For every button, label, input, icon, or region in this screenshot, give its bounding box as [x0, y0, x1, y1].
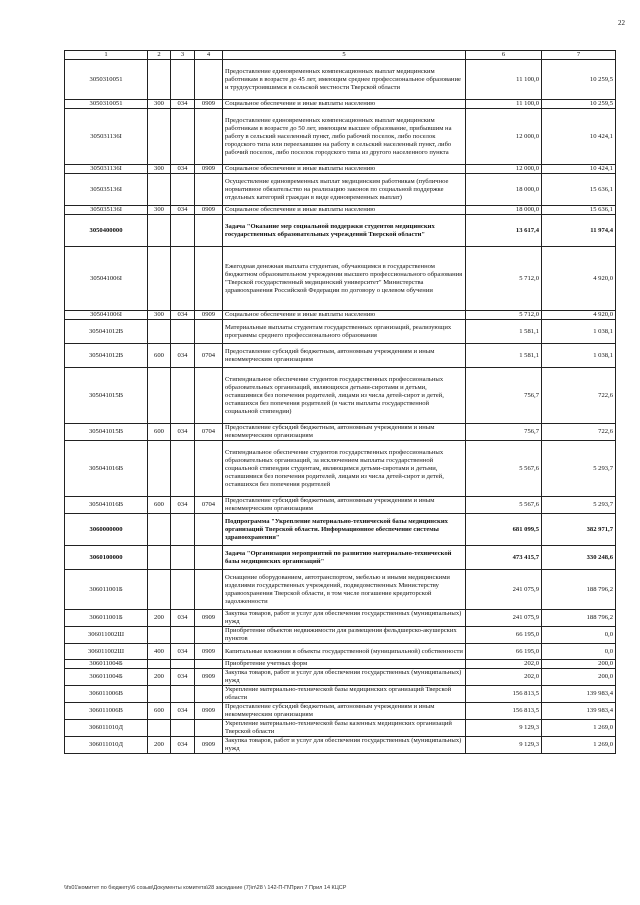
code-cell: 306011010Д: [65, 720, 148, 737]
code-cell: 305035136I: [65, 174, 148, 206]
table-row: [65, 165, 616, 174]
group-cell: 600: [148, 424, 171, 441]
section-cell: 0909: [195, 165, 223, 174]
code-cell: 3050400000: [65, 215, 148, 247]
code-cell: 306011002Ш: [65, 627, 148, 644]
code-cell: 306011006В: [65, 703, 148, 720]
section-cell: 0909: [195, 100, 223, 109]
description-cell: Стипендиальное обеспечение студентов государственных профессиональных образовательных организаций, являющихся детьми-сиротами и детьми, оставшимися без попечения родителей, лицами из числа детей-сирот и детей, оставшихся без попечения родителей (в части выплаты государственной социальной стипендии): [223, 368, 466, 424]
code-cell: 305031136I: [65, 109, 148, 165]
dept-cell: [171, 247, 195, 311]
group-cell: [148, 441, 171, 497]
group-cell: [148, 627, 171, 644]
actual-amount-cell: 4 920,0: [542, 311, 616, 320]
dept-cell: [171, 627, 195, 644]
actual-amount-cell: 11 974,4: [542, 215, 616, 247]
budget-table: [64, 50, 616, 754]
dept-cell: 034: [171, 206, 195, 215]
planned-amount-cell: 156 813,5: [466, 686, 542, 703]
dept-cell: [171, 320, 195, 344]
table-row: [65, 441, 616, 497]
section-cell: 0704: [195, 424, 223, 441]
code-cell: 305041006I: [65, 311, 148, 320]
table-row: [65, 610, 616, 627]
table-row: [65, 720, 616, 737]
planned-amount-cell: 18 000,0: [466, 206, 542, 215]
group-cell: [148, 720, 171, 737]
table-row: [65, 514, 616, 546]
table-row: [65, 497, 616, 514]
description-cell: Укрепление материально-технической базы медицинских организаций Тверской области: [223, 686, 466, 703]
table-row: [65, 703, 616, 720]
dept-cell: 034: [171, 344, 195, 368]
group-cell: [148, 215, 171, 247]
table-row: [65, 60, 616, 100]
planned-amount-cell: 11 100,0: [466, 100, 542, 109]
header-cell: 2: [148, 51, 171, 60]
section-cell: [195, 174, 223, 206]
description-cell: Предоставление единовременных компенсационных выплат медицинским работникам в возрасте до 45 лет, имеющим среднее профессиональное образование и трудоустроившимся в сельской местности Тверской области: [223, 60, 466, 100]
section-cell: 0909: [195, 669, 223, 686]
dept-cell: 034: [171, 669, 195, 686]
dept-cell: [171, 514, 195, 546]
description-cell: Приобретение объектов недвижимости для размещения фельдшерско-акушерских пунктов: [223, 627, 466, 644]
section-cell: [195, 720, 223, 737]
header-cell: 7: [542, 51, 616, 60]
actual-amount-cell: 382 971,7: [542, 514, 616, 546]
section-cell: 0909: [195, 737, 223, 754]
description-cell: Социальное обеспечение и иные выплаты населению: [223, 206, 466, 215]
code-cell: 305041015B: [65, 424, 148, 441]
section-cell: 0909: [195, 311, 223, 320]
dept-cell: [171, 660, 195, 669]
planned-amount-cell: 202,0: [466, 660, 542, 669]
table-row: [65, 424, 616, 441]
actual-amount-cell: 722,6: [542, 368, 616, 424]
actual-amount-cell: 139 983,4: [542, 686, 616, 703]
actual-amount-cell: 1 038,1: [542, 344, 616, 368]
actual-amount-cell: 5 293,7: [542, 441, 616, 497]
description-cell: Социальное обеспечение и иные выплаты населению: [223, 311, 466, 320]
header-cell: 3: [171, 51, 195, 60]
planned-amount-cell: 5 712,0: [466, 311, 542, 320]
dept-cell: 034: [171, 703, 195, 720]
group-cell: 600: [148, 703, 171, 720]
actual-amount-cell: 5 293,7: [542, 497, 616, 514]
actual-amount-cell: 200,0: [542, 669, 616, 686]
planned-amount-cell: 66 195,0: [466, 644, 542, 660]
group-cell: [148, 174, 171, 206]
description-cell: Закупка товаров, работ и услуг для обеспечения государственных (муниципальных) нужд: [223, 669, 466, 686]
table-row: [65, 174, 616, 206]
actual-amount-cell: 1 038,1: [542, 320, 616, 344]
planned-amount-cell: 9 129,3: [466, 720, 542, 737]
code-cell: 306011010Д: [65, 737, 148, 754]
group-cell: [148, 247, 171, 311]
dept-cell: 034: [171, 100, 195, 109]
code-cell: 306011004Б: [65, 660, 148, 669]
table-row: [65, 368, 616, 424]
section-cell: [195, 570, 223, 610]
table-row: [65, 109, 616, 165]
actual-amount-cell: 10 424,1: [542, 109, 616, 165]
table-row: [65, 247, 616, 311]
code-cell: 306011006В: [65, 686, 148, 703]
group-cell: 600: [148, 344, 171, 368]
section-cell: [195, 546, 223, 570]
code-cell: 305035136I: [65, 206, 148, 215]
actual-amount-cell: 188 796,2: [542, 570, 616, 610]
header-cell: 5: [223, 51, 466, 60]
group-cell: 300: [148, 100, 171, 109]
description-cell: Укрепление материально-технической базы казенных медицинских организаций Тверской области: [223, 720, 466, 737]
section-cell: [195, 660, 223, 669]
planned-amount-cell: 18 000,0: [466, 174, 542, 206]
planned-amount-cell: 156 813,5: [466, 703, 542, 720]
table-row: [65, 344, 616, 368]
description-cell: Задача "Оказание мер социальной поддержки студентов медицинских государственных образовательных учреждений Тверской области": [223, 215, 466, 247]
description-cell: Капитальные вложения в объекты государственной (муниципальной) собственности: [223, 644, 466, 660]
dept-cell: [171, 215, 195, 247]
description-cell: Предоставление субсидий бюджетным, автономным учреждениям и иным некоммерческим организациям: [223, 344, 466, 368]
group-cell: 300: [148, 311, 171, 320]
description-cell: Социальное обеспечение и иные выплаты населению: [223, 100, 466, 109]
group-cell: 200: [148, 669, 171, 686]
group-cell: 400: [148, 644, 171, 660]
dept-cell: [171, 109, 195, 165]
description-cell: Оснащение оборудованием, автотранспортом, мебелью и иными медицинскими изделиями государственных учреждений, подведомственных Министерству здравоохранения Тверской области, в том числе погашение кредиторской задолженности: [223, 570, 466, 610]
planned-amount-cell: 5 567,6: [466, 441, 542, 497]
code-cell: 3050310051: [65, 60, 148, 100]
description-cell: Приобретение учетных форм: [223, 660, 466, 669]
description-cell: Подпрограмма "Укрепление материально-технической базы медицинских организаций Тверской области. Информационное обеспечение системы здравоохранения": [223, 514, 466, 546]
group-cell: [148, 109, 171, 165]
group-cell: [148, 514, 171, 546]
dept-cell: [171, 686, 195, 703]
section-cell: [195, 686, 223, 703]
section-cell: [195, 247, 223, 311]
group-cell: 300: [148, 165, 171, 174]
actual-amount-cell: 15 636,1: [542, 174, 616, 206]
group-cell: 200: [148, 737, 171, 754]
planned-amount-cell: 9 129,3: [466, 737, 542, 754]
table-row: [65, 311, 616, 320]
actual-amount-cell: 188 796,2: [542, 610, 616, 627]
section-cell: 0909: [195, 206, 223, 215]
section-cell: [195, 368, 223, 424]
planned-amount-cell: 756,7: [466, 368, 542, 424]
planned-amount-cell: 1 581,1: [466, 344, 542, 368]
planned-amount-cell: 12 000,0: [466, 109, 542, 165]
dept-cell: [171, 720, 195, 737]
code-cell: 3050310051: [65, 100, 148, 109]
dept-cell: [171, 546, 195, 570]
dept-cell: [171, 441, 195, 497]
code-cell: 305041016B: [65, 441, 148, 497]
table-row: [65, 644, 616, 660]
dept-cell: [171, 60, 195, 100]
code-cell: 305041016B: [65, 497, 148, 514]
section-cell: [195, 514, 223, 546]
section-cell: [195, 109, 223, 165]
actual-amount-cell: 330 248,6: [542, 546, 616, 570]
planned-amount-cell: 11 100,0: [466, 60, 542, 100]
planned-amount-cell: 66 195,0: [466, 627, 542, 644]
group-cell: 600: [148, 497, 171, 514]
planned-amount-cell: 473 415,7: [466, 546, 542, 570]
table-row: [65, 546, 616, 570]
planned-amount-cell: 202,0: [466, 669, 542, 686]
table-row: [65, 215, 616, 247]
dept-cell: 034: [171, 424, 195, 441]
table-row: [65, 627, 616, 644]
table-row: [65, 570, 616, 610]
code-cell: 305041006I: [65, 247, 148, 311]
group-cell: [148, 320, 171, 344]
planned-amount-cell: 1 581,1: [466, 320, 542, 344]
table-row: [65, 206, 616, 215]
actual-amount-cell: 1 269,0: [542, 720, 616, 737]
table-row: [65, 100, 616, 109]
section-cell: [195, 60, 223, 100]
actual-amount-cell: 10 259,5: [542, 60, 616, 100]
group-cell: 200: [148, 610, 171, 627]
description-cell: Ежегодная денежная выплата студентам, обучающимся в государственном бюджетном образовательном учреждении высшего профессионального образования "Тверской государственный медицинский университет" Министерства здравоохранения Российской Федерации по договору о целевом обучении: [223, 247, 466, 311]
section-cell: 0704: [195, 344, 223, 368]
section-cell: [195, 215, 223, 247]
code-cell: 306011001Б: [65, 570, 148, 610]
planned-amount-cell: 12 000,0: [466, 165, 542, 174]
description-cell: Материальные выплаты студентам государственных организаций, реализующих программы среднего профессионального образования: [223, 320, 466, 344]
description-cell: Предоставление субсидий бюджетным, автономным учреждениям и иным некоммерческим организациям: [223, 497, 466, 514]
dept-cell: 034: [171, 644, 195, 660]
section-cell: 0909: [195, 703, 223, 720]
code-cell: 305031136I: [65, 165, 148, 174]
dept-cell: [171, 570, 195, 610]
description-cell: Задача "Организация мероприятий по развитию материально-технической базы медицинских организаций": [223, 546, 466, 570]
code-cell: 306011001Б: [65, 610, 148, 627]
code-cell: 305041015B: [65, 368, 148, 424]
section-cell: [195, 320, 223, 344]
table-row: [65, 660, 616, 669]
code-cell: 305041012B: [65, 320, 148, 344]
header-cell: 6: [466, 51, 542, 60]
planned-amount-cell: 241 075,9: [466, 610, 542, 627]
group-cell: [148, 570, 171, 610]
dept-cell: 034: [171, 311, 195, 320]
dept-cell: 034: [171, 737, 195, 754]
actual-amount-cell: 139 983,4: [542, 703, 616, 720]
planned-amount-cell: 756,7: [466, 424, 542, 441]
footer-file-path: \\fs01\комитет по бюджету\6 созыв\Документы комитета\28 заседание (7)\п\28 \ 142-П-П\Прил 7 Прил 14 КЦСР: [64, 885, 347, 891]
actual-amount-cell: 10 424,1: [542, 165, 616, 174]
description-cell: Закупка товаров, работ и услуг для обеспечения государственных (муниципальных) нужд: [223, 737, 466, 754]
section-cell: 0909: [195, 610, 223, 627]
description-cell: Закупка товаров, работ и услуг для обеспечения государственных (муниципальных) нужд: [223, 610, 466, 627]
table-row: [65, 320, 616, 344]
section-cell: [195, 441, 223, 497]
section-cell: [195, 627, 223, 644]
group-cell: [148, 368, 171, 424]
table-row: [65, 686, 616, 703]
group-cell: 300: [148, 206, 171, 215]
description-cell: Социальное обеспечение и иные выплаты населению: [223, 165, 466, 174]
planned-amount-cell: 5 712,0: [466, 247, 542, 311]
table-row: [65, 737, 616, 754]
description-cell: Предоставление единовременных компенсационных выплат медицинским работникам в возрасте до 50 лет, имеющим высшее образование, прибывшим на работу в сельский населенный пункт, либо рабочий поселок, либо поселок городского типа или переехавшим на работу в сельский населенный пункт, либо рабочий поселок, либо поселок городского типа из другого населенного пункта: [223, 109, 466, 165]
actual-amount-cell: 15 636,1: [542, 206, 616, 215]
dept-cell: [171, 174, 195, 206]
description-cell: Стипендиальное обеспечение студентов государственных профессиональных образовательных организаций, за исключением выплаты государственной социальной стипендии студентам, являющимся детьми-сиротами и детьми, оставшимися без попечения родителей, лицами из числа детей-сирот и детей, оставшихся без попечения родителей: [223, 441, 466, 497]
dept-cell: [171, 368, 195, 424]
planned-amount-cell: 681 099,5: [466, 514, 542, 546]
page-number: 22: [618, 19, 625, 27]
actual-amount-cell: 4 920,0: [542, 247, 616, 311]
dept-cell: 034: [171, 165, 195, 174]
table-row: [65, 669, 616, 686]
section-cell: 0704: [195, 497, 223, 514]
code-cell: 3060000000: [65, 514, 148, 546]
planned-amount-cell: 5 567,6: [466, 497, 542, 514]
actual-amount-cell: 1 269,0: [542, 737, 616, 754]
header-row: [65, 51, 616, 60]
planned-amount-cell: 13 617,4: [466, 215, 542, 247]
actual-amount-cell: 0,0: [542, 644, 616, 660]
group-cell: [148, 686, 171, 703]
code-cell: 306011002Ш: [65, 644, 148, 660]
actual-amount-cell: 200,0: [542, 660, 616, 669]
description-cell: Предоставление субсидий бюджетным, автономным учреждениям и иным некоммерческим организациям: [223, 703, 466, 720]
planned-amount-cell: 241 075,9: [466, 570, 542, 610]
section-cell: 0909: [195, 644, 223, 660]
actual-amount-cell: 10 259,5: [542, 100, 616, 109]
code-cell: 3060100000: [65, 546, 148, 570]
header-cell: 4: [195, 51, 223, 60]
actual-amount-cell: 722,6: [542, 424, 616, 441]
dept-cell: 034: [171, 497, 195, 514]
group-cell: [148, 60, 171, 100]
actual-amount-cell: 0,0: [542, 627, 616, 644]
header-cell: 1: [65, 51, 148, 60]
description-cell: Предоставление субсидий бюджетным, автономным учреждениям и иным некоммерческим организациям: [223, 424, 466, 441]
code-cell: 305041012B: [65, 344, 148, 368]
group-cell: [148, 660, 171, 669]
group-cell: [148, 546, 171, 570]
dept-cell: 034: [171, 610, 195, 627]
code-cell: 306011004Б: [65, 669, 148, 686]
description-cell: Осуществление единовременных выплат медицинским работникам (публичное нормативное обязательство на реализацию законов по социальной поддержке отдельных категорий граждан в виде единовременных выплат): [223, 174, 466, 206]
